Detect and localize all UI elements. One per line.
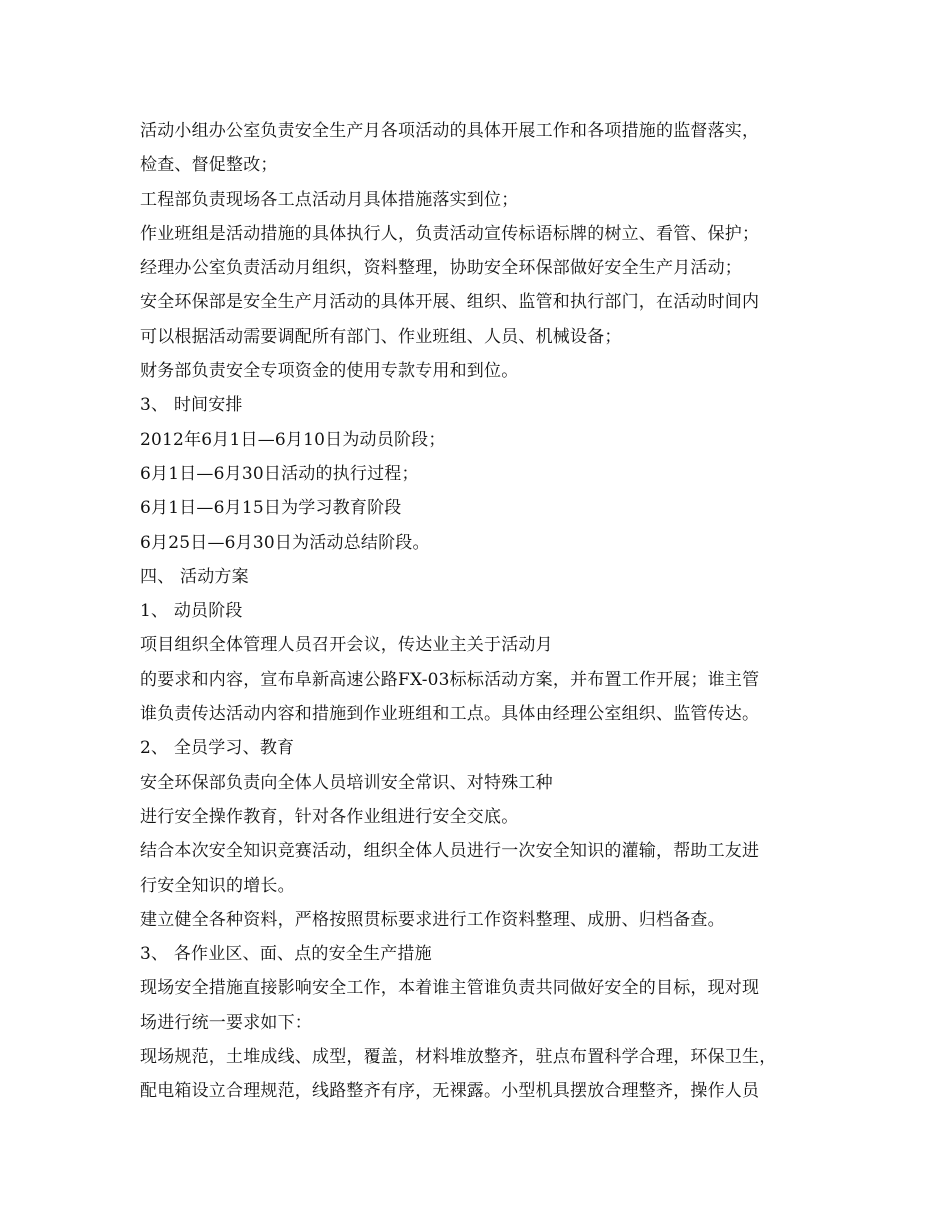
text-line: 可以根据活动需要调配所有部门、作业班组、人员、机械设备；: [140, 326, 622, 347]
text-line: 项目组织全体管理人员召开会议，传达业主关于活动月: [140, 635, 553, 656]
text-line: 场进行统一要求如下：: [140, 1012, 312, 1033]
text-line: 配电箱设立合理规范，线路整齐有序，无裸露。小型机具摆放合理整齐，操作人员: [140, 1081, 760, 1102]
text-line: 的要求和内容，宣布阜新高速公路FX-03标标活动方案，并布置工作开展；谁主管: [140, 669, 760, 690]
text-line: 行安全知识的增长。: [140, 875, 295, 896]
text-line: 6月1日—6月15日为学习教育阶段: [140, 498, 402, 519]
text-line: 活动小组办公室负责安全生产月各项活动的具体开展工作和各项措施的监督落实，: [140, 121, 760, 141]
text-line: 6月1日—6月30日活动的执行过程；: [140, 463, 419, 484]
text-line: 工程部负责现场各工点活动月具体措施落实到位；: [140, 189, 519, 210]
section-heading: 四、 活动方案: [140, 566, 249, 587]
text-line: 作业班组是活动措施的具体执行人，负责活动宣传标语标牌的树立、看管、保护；: [140, 223, 760, 244]
text-line: 现场规范，土堆成线、成型，覆盖，材料堆放整齐，驻点布置科学合理，环保卫生，: [140, 1047, 777, 1068]
text-line: 现场安全措施直接影响安全工作，本着谁主管谁负责共同做好安全的目标，现对现: [140, 978, 760, 999]
section-heading: 3、 各作业区、面、点的安全生产措施: [140, 944, 432, 965]
text-line: 检查、督促整改；: [140, 155, 278, 176]
text-line: 谁负责传达活动内容和措施到作业班组和工点。具体由经理公室组织、监管传达。: [140, 704, 760, 725]
text-line: 安全环保部负责向全体人员培训安全常识、对特殊工种: [140, 772, 553, 793]
text-line: 财务部负责安全专项资金的使用专款专用和到位。: [140, 361, 519, 382]
text-line: 建立健全各种资料，严格按照贯标要求进行工作资料整理、成册、归档备查。: [140, 909, 725, 930]
section-heading: 3、 时间安排: [140, 395, 243, 416]
text-line: 安全环保部是安全生产月活动的具体开展、组织、监管和执行部门，在活动时间内: [140, 292, 760, 313]
text-line: 2012年6月1日—6月10日为动员阶段；: [140, 429, 446, 450]
section-heading: 2、 全员学习、教育: [140, 738, 295, 759]
document-body: [140, 114, 840, 1109]
text-line: 经理办公室负责活动月组织，资料整理，协助安全环保部做好安全生产月活动；: [140, 258, 742, 279]
text-line: 进行安全操作教育，针对各作业组进行安全交底。: [140, 806, 519, 827]
text-line: 结合本次安全知识竞赛活动，组织全体人员进行一次安全知识的灌输，帮助工友进: [140, 841, 760, 862]
text-line: 6月25日—6月30日为活动总结阶段。: [140, 532, 430, 553]
section-heading: 1、 动员阶段: [140, 601, 243, 622]
